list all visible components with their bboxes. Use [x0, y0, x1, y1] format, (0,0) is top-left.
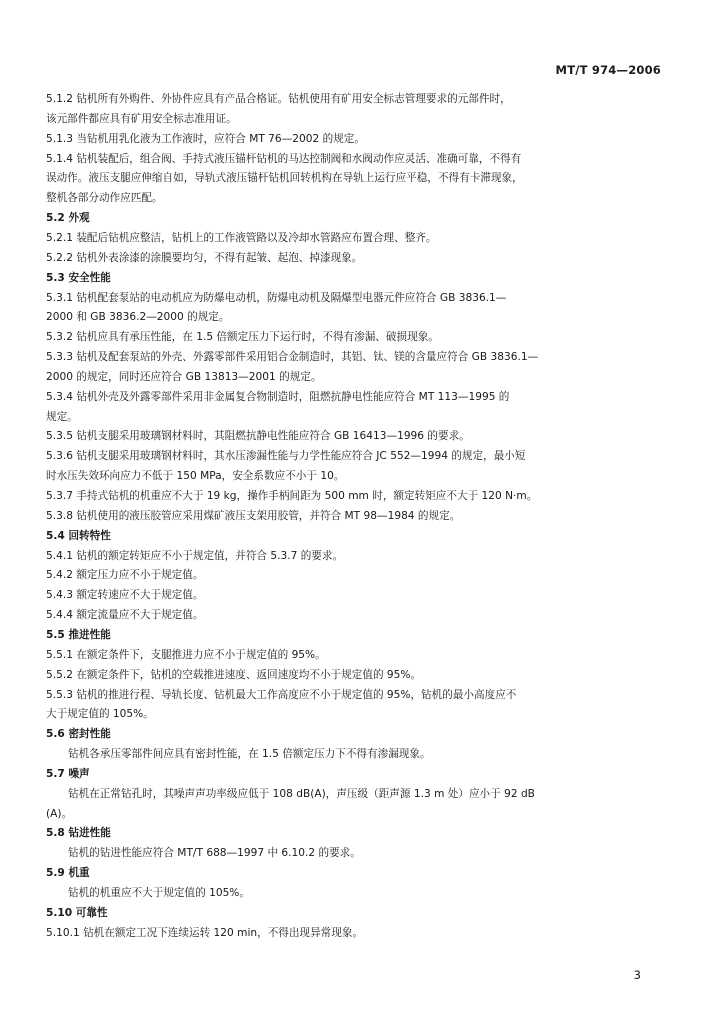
- text-line: 5.1.3 当钻机用乳化液为工作液时，应符合 MT 76—2002 的规定。: [46, 132, 365, 145]
- section-heading: 5.7 噪声: [46, 767, 90, 780]
- text-line: 时水压失效环向应力不低于 150 MPa，安全系数应不小于 10。: [46, 470, 345, 483]
- text-line: 大于规定值的 105%。: [46, 708, 154, 721]
- text-line: 5.4.1 钻机的额定转矩应不小于规定值，并符合 5.3.7 的要求。: [46, 549, 344, 562]
- page-number: 3: [633, 968, 641, 982]
- text-line: 2000 和 GB 3836.2—2000 的规定。: [46, 311, 230, 324]
- text-line: 5.4.2 额定压力应不小于规定值。: [46, 569, 204, 582]
- text-line: 5.3.7 手持式钻机的机重应不大于 19 kg，操作手柄间距为 500 mm 时，额定转矩应不大于 120 N·m。: [46, 490, 538, 502]
- text-line: 5.3.5 钻机支腿采用玻璃钢材料时，其阻燃抗静电性能应符合 GB 16413—1996 的要求。: [46, 430, 470, 443]
- text-line: 5.1.4 钻机装配后，组合阀、手持式液压锚杆钻机的马达控制阀和水阀动作应灵活、准确可靠，不得有: [46, 152, 522, 165]
- text-line: 2000 的规定，同时还应符合 GB 13813—2001 的规定。: [46, 370, 322, 383]
- section-heading: 5.3 安全性能: [46, 271, 111, 284]
- text-line: 5.3.4 钻机外壳及外露零部件采用非金属复合物制造时，阻燃抗静电性能应符合 MT 113—1995 的: [46, 390, 510, 403]
- section-heading: 5.4 回转特性: [46, 529, 111, 542]
- text-line: 5.3.2 钻机应具有承压性能，在 1.5 倍额定压力下运行时，不得有渗漏、破损现象。: [46, 331, 439, 344]
- text-line: 5.3.3 钻机及配套泵站的外壳、外露零部件采用铝合金制造时，其铝、钛、镁的含量应符合 GB 3836.1—: [46, 351, 539, 364]
- text-line: 5.4.3 额定转速应不大于规定值。: [46, 589, 204, 602]
- text-line: 钻机在正常钻孔时，其噪声声功率级应低于 108 dB(A)，声压级（距声源 1.3 m 处）应小于 92 dB: [68, 787, 535, 800]
- section-heading: 5.5 推进性能: [46, 628, 111, 641]
- text-line: 5.10.1 钻机在额定工况下连续运转 120 min，不得出现异常现象。: [46, 926, 364, 939]
- section-heading: 5.8 钻进性能: [46, 827, 111, 840]
- text-line: 钻机的机重应不大于规定值的 105%。: [68, 887, 250, 899]
- section-heading: 5.9 机重: [46, 867, 90, 880]
- text-line: (A)。: [46, 807, 73, 820]
- text-line: 5.5.1 在额定条件下，支腿推进力应不小于规定值的 95%。: [46, 648, 326, 661]
- text-line: 钻机各承压零部件间应具有密封性能，在 1.5 倍额定压力下不得有渗漏现象。: [68, 748, 431, 761]
- text-line: 5.3.6 钻机支腿采用玻璃钢材料时，其水压渗漏性能与力学性能应符合 JC 552—1994 的规定，最小短: [46, 450, 526, 463]
- section-heading: 5.10 可靠性: [46, 906, 108, 919]
- text-line: 5.3.8 钻机使用的液压胶管应采用煤矿液压支架用胶管，并符合 MT 98—1984 的规定。: [46, 509, 461, 522]
- text-line: 5.3.1 钻机配套泵站的电动机应为防爆电动机，防爆电动机及隔爆型电器元件应符合 GB 3836.1—: [46, 291, 507, 304]
- section-heading: 5.6 密封性能: [46, 728, 111, 741]
- text-line: 5.5.2 在额定条件下，钻机的空载推进速度、返回速度均不小于规定值的 95%。: [46, 668, 422, 681]
- text-line: 5.2.2 钻机外表涂漆的涂膜要均匀，不得有起皱、起泡、掉漆现象。: [46, 251, 363, 264]
- text-line: 5.1.2 钻机所有外购件、外协件应具有产品合格证。钻机使用有矿用安全标志管理要求的元部件时，: [46, 93, 511, 105]
- text-line: 5.2.1 装配后钻机应整洁，钻机上的工作液管路以及冷却水管路应布置合理、整齐。: [46, 231, 437, 244]
- text-line: 5.4.4 额定流量应不大于规定值。: [46, 609, 204, 622]
- text-line: 误动作。液压支腿应伸缩自如，导轨式液压锚杆钻机回转机构在导轨上运行应平稳，不得有卡滞现象，: [46, 172, 523, 185]
- standard-code-header: MT/T 974—2006: [555, 63, 661, 77]
- text-line: 该元部件都应具有矿用安全标志准用证。: [46, 112, 237, 125]
- text-line: 5.5.3 钻机的推进行程、导轨长度、钻机最大工作高度应不小于规定值的 95%，钻机的最小高度应不: [46, 688, 517, 701]
- text-line: 钻机的钻进性能应符合 MT/T 688—1997 中 6.10.2 的要求。: [68, 847, 361, 860]
- text-line: 整机各部分动作应匹配。: [46, 192, 163, 205]
- section-heading: 5.2 外观: [46, 212, 90, 225]
- text-line: 规定。: [46, 410, 78, 423]
